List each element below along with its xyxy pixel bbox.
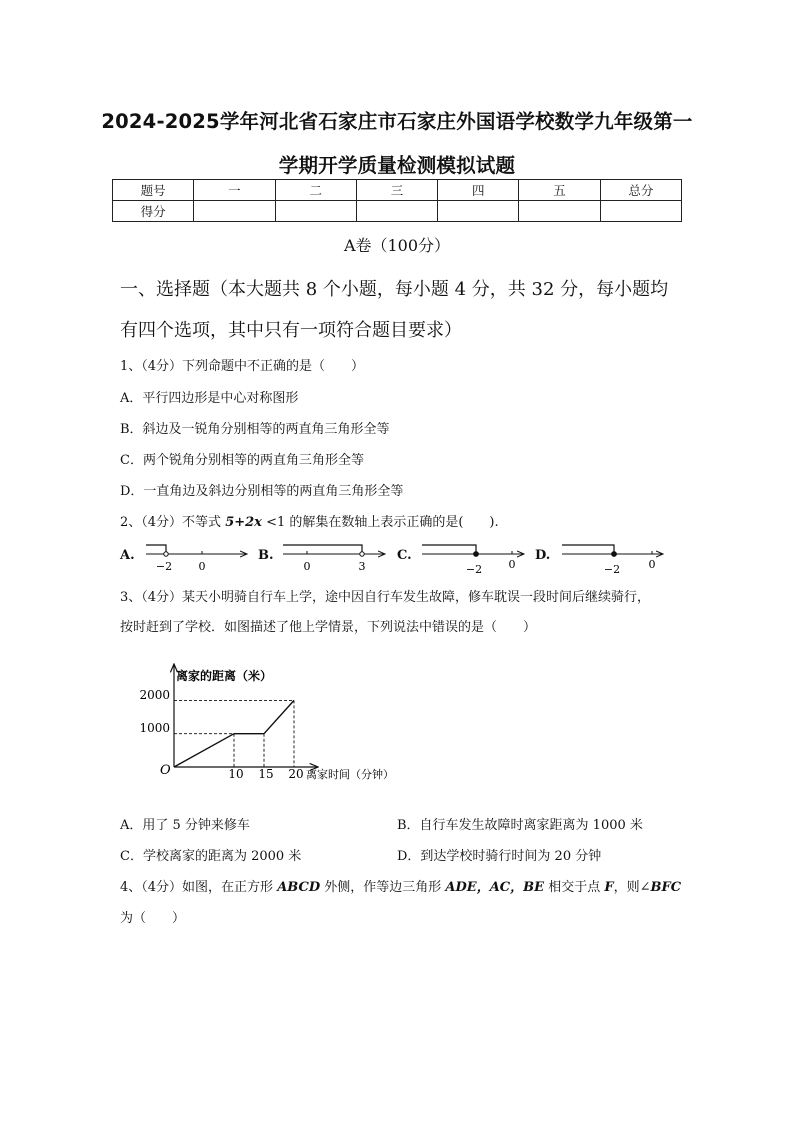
- section-heading-line1: 一、选择题（本大题共 8 个小题，每小题 4 分，共 32 分，每小题均: [120, 279, 669, 300]
- score-table-score-row: [113, 201, 682, 222]
- question-3-option-a: A．用了 5 分钟来修车: [120, 818, 250, 833]
- number-line-label-b: B.: [258, 548, 274, 563]
- table-cell: 四: [438, 180, 519, 201]
- number-line-c: [422, 545, 524, 575]
- section-heading-line2: 有四个选项，其中只有一项符合题目要求）: [120, 320, 462, 341]
- question-1-option-d: D．一直角边及斜边分别相等的两直角三角形全等: [120, 484, 404, 499]
- number-line-label-c: C.: [397, 548, 412, 563]
- open-point: [360, 552, 364, 556]
- question-3-option-b: B．自行车发生故障时离家距离为 1000 米: [397, 818, 643, 833]
- question-1-option-b: B．斜边及一锐角分别相等的两直角三角形全等: [120, 422, 390, 437]
- tick-label: −2: [465, 563, 483, 575]
- score-table-header-row: [113, 180, 682, 201]
- question-3-option-d: D．到达学校时骑行时间为 20 分钟: [397, 849, 602, 864]
- page-title-line1: 2024-2025学年河北省石家庄市石家庄外国语学校数学九年级第一: [101, 110, 693, 133]
- math-symbol: F: [604, 880, 614, 895]
- number-line-label-a: A.: [120, 548, 135, 563]
- volume-heading: A卷（100分）: [343, 236, 451, 255]
- tick-label: 0: [198, 560, 206, 573]
- math-symbol: ADE: [445, 880, 477, 895]
- table-cell: 二: [275, 180, 356, 201]
- table-cell: 题号: [113, 180, 194, 201]
- page-title-line2: 学期开学质量检测模拟试题: [278, 154, 516, 177]
- solution-bracket: [146, 545, 166, 554]
- x-tick-label: 20: [288, 767, 304, 781]
- question-1-option-c: C．两个锐角分别相等的两直角三角形全等: [120, 453, 364, 468]
- question-3-option-c: C．学校离家的距离为 2000 米: [120, 849, 302, 864]
- origin-label: O: [160, 763, 171, 778]
- solution-bracket: [422, 545, 476, 554]
- score-table: [112, 179, 682, 222]
- y-axis-label: 离家的距离（米）: [176, 669, 273, 683]
- question-4-text: 4、（4分）如图，在正方形: [120, 880, 274, 895]
- question-2-stem-prefix: 2、（4分）不等式: [120, 515, 222, 530]
- table-cell: 得分: [113, 201, 194, 222]
- table-cell: 一: [194, 180, 275, 201]
- table-cell: 总分: [600, 180, 681, 201]
- score-input-cell[interactable]: [600, 201, 681, 222]
- question-3-stem-line1: 3、（4分）某天小明骑自行车上学，途中因自行车发生故障，修车耽误一段时间后继续骑行，: [120, 590, 651, 605]
- y-tick-label: 1000: [139, 721, 170, 735]
- score-input-cell[interactable]: [356, 201, 437, 222]
- number-line-a: [146, 545, 247, 573]
- tick-label: −2: [155, 560, 173, 573]
- score-input-cell[interactable]: [194, 201, 275, 222]
- series-segment: [174, 734, 234, 767]
- series-segment: [264, 700, 294, 733]
- tick-label: 0: [508, 558, 516, 571]
- number-line-label-d: D.: [535, 548, 551, 563]
- x-tick-label: 15: [258, 767, 274, 781]
- question-3-stem-line2: 按时赶到了学校．如图描述了他上学情景，下列说法中错误的是（ ）: [120, 620, 537, 635]
- graph-marks: [174, 700, 294, 767]
- closed-point: [612, 552, 617, 557]
- number-line-b: [283, 545, 385, 573]
- score-input-cell[interactable]: [519, 201, 600, 222]
- table-cell: 三: [356, 180, 437, 201]
- tick-label: −2: [603, 563, 621, 575]
- open-point: [164, 552, 168, 556]
- question-4-stem-line2: 为（ ）: [120, 911, 186, 926]
- tick-label: 0: [303, 560, 311, 573]
- y-tick-label: 2000: [139, 688, 170, 702]
- tick-label: 3: [358, 560, 366, 573]
- x-axis-label: 离家时间（分钟）: [306, 768, 394, 781]
- question-2-stem-suffix: <1 的解集在数轴上表示正确的是( ).: [266, 515, 499, 530]
- solution-bracket: [283, 545, 362, 554]
- inequality-expression: 5+2x: [225, 515, 262, 530]
- question-4-text: 相交于点: [548, 880, 601, 895]
- question-2-stem: [120, 511, 499, 530]
- question-1-option-a: A．平行四边形是中心对称图形: [120, 391, 299, 406]
- distance-time-graph: [130, 660, 440, 790]
- solution-bracket: [562, 545, 614, 554]
- number-line-d: [562, 545, 663, 575]
- tick-label: 0: [648, 558, 656, 571]
- x-tick-label: 10: [228, 767, 244, 781]
- closed-point: [474, 552, 479, 557]
- question-4-text: ，则∠: [613, 880, 651, 895]
- score-input-cell[interactable]: [275, 201, 356, 222]
- question-4-text: 外侧，作等边三角形: [324, 880, 442, 895]
- question-4-stem-line1: [120, 876, 681, 895]
- math-symbol: ABCD: [277, 880, 321, 895]
- number-lines: [0, 535, 794, 575]
- question-1-stem: 1、（4分）下列命题中不正确的是（ ）: [120, 359, 365, 374]
- math-symbol: ，AC，BE: [476, 880, 545, 895]
- table-cell: 五: [519, 180, 600, 201]
- math-symbol: BFC: [650, 880, 682, 895]
- score-input-cell[interactable]: [438, 201, 519, 222]
